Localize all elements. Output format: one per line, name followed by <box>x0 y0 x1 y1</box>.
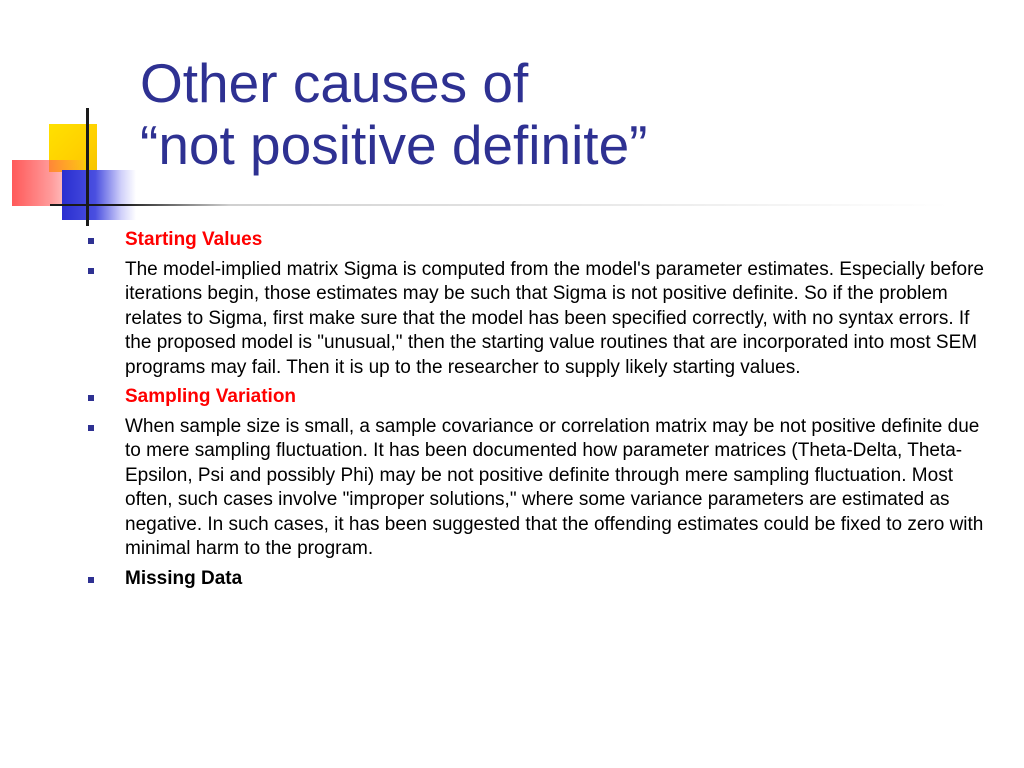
bullet-item-sampling-variation-body <box>84 415 994 562</box>
square-bullet-icon <box>88 577 94 583</box>
bullet-body-text: When sample size is small, a sample covariance or correlation matrix may be not positive definite due to mere sampling fluctuation. It has been documented how parameter matrices (Theta-Delta, Theta-Epsilon, Psi and possibly Phi) may be not positive definite through mere sampling fluctuation. Most often, such cases involve "improper solutions," where some variance parameters are estimated as negative. In such cases, it has been suggested that the offending estimates could be fixed to zero with minimal harm to the program. <box>125 415 984 559</box>
square-bullet-icon <box>88 425 94 431</box>
slide-title-line-1: Other causes of <box>140 52 529 114</box>
bullet-item-starting-values-body <box>84 258 994 381</box>
bullet-list <box>84 228 994 596</box>
bullet-body-text: The model-implied matrix Sigma is computed from the model's parameter estimates. Especially before iterations begin, those estimates may be such that Sigma is not positive definite. So if the problem relates to Sigma, first make sure that the model has been specified correctly, with no syntax errors. If the proposed model is "unusual," then the starting value routines that are incorporated into most SEM programs may fail. Then it is up to the researcher to supply likely starting values. <box>125 258 984 378</box>
square-bullet-icon <box>88 238 94 244</box>
bullet-item-sampling-variation <box>84 385 994 410</box>
vertical-rule <box>86 108 89 226</box>
square-bullet-icon <box>88 395 94 401</box>
bullet-heading: Sampling Variation <box>125 386 297 407</box>
slide-title-line-2: “not positive definite” <box>140 114 648 176</box>
square-bullet-icon <box>88 268 94 274</box>
bullet-item-starting-values <box>84 228 994 253</box>
bullet-item-missing-data <box>84 567 994 592</box>
slide-title <box>140 52 648 176</box>
title-underline-rule <box>50 204 950 206</box>
blue-square-decoration <box>62 170 136 220</box>
bullet-heading: Starting Values <box>125 229 263 250</box>
bullet-heading: Missing Data <box>125 567 243 589</box>
